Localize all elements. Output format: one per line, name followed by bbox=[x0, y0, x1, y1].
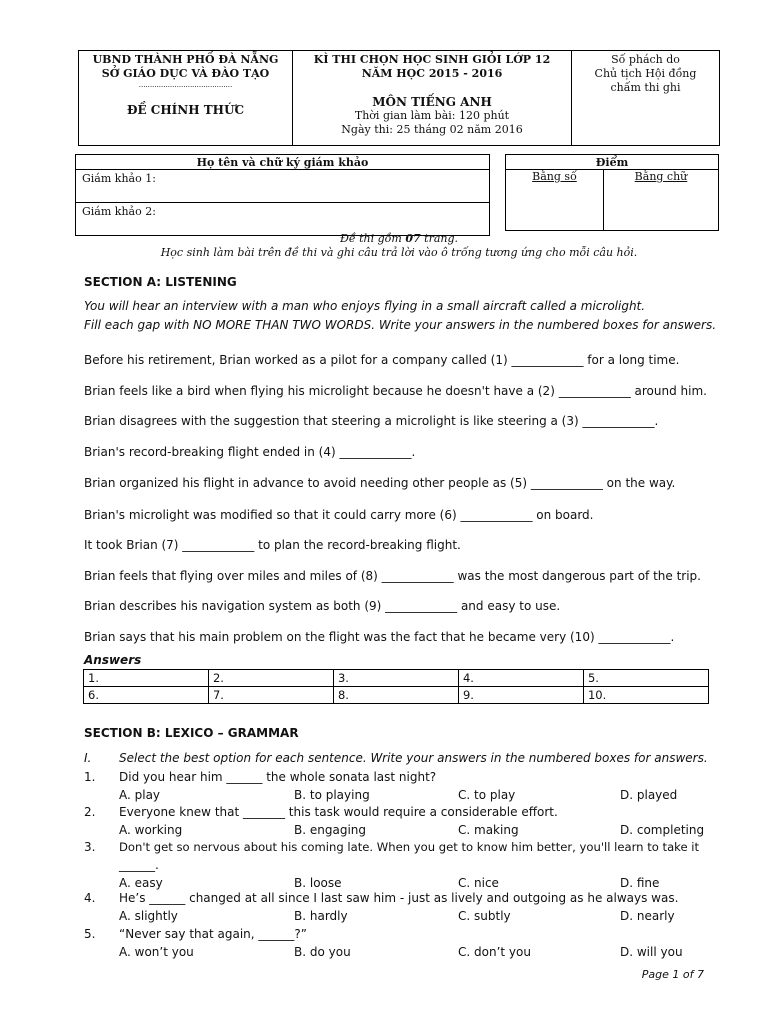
code-line2: Chủ tịch Hội đồng bbox=[594, 67, 697, 80]
score-number-field[interactable]: Bằng số bbox=[506, 170, 604, 231]
exam-year: NĂM HỌC 2015 - 2016 bbox=[361, 67, 503, 80]
answer-box-7[interactable]: 7. bbox=[208, 687, 333, 704]
authority-dots: .......................................... bbox=[138, 81, 233, 89]
score-table bbox=[505, 154, 719, 231]
listening-question-8: Brian feels that flying over miles and miles of (8) ____________ was the most dangerous part of the trip. bbox=[84, 569, 701, 583]
graders-table bbox=[75, 154, 490, 236]
option-a: A. easy bbox=[119, 876, 163, 890]
item-number: 3. bbox=[84, 840, 96, 854]
answer-box-6[interactable]: 6. bbox=[84, 687, 209, 704]
option-c: C. subtly bbox=[458, 909, 511, 923]
authority-line1: UBND THÀNH PHỐ ĐÀ NẴNG bbox=[92, 53, 279, 66]
listening-question-10: Brian says that his main problem on the flight was the fact that he became very (10) ____________. bbox=[84, 630, 675, 644]
option-a: A. won’t you bbox=[119, 945, 194, 959]
option-c: C. nice bbox=[458, 876, 499, 890]
listening-question-5: Brian organized his flight in advance to avoid needing other people as (5) ____________ on the way. bbox=[84, 476, 676, 490]
answer-box-8[interactable]: 8. bbox=[333, 687, 458, 704]
section-a-instruction-1: You will hear an interview with a man who enjoys flying in a small aircraft called a microlight. bbox=[84, 299, 646, 313]
grader1-field[interactable]: Giám khảo 1: bbox=[76, 170, 490, 203]
option-a: A. working bbox=[119, 823, 183, 837]
listening-question-7: It took Brian (7) ____________ to plan the record-breaking flight. bbox=[84, 538, 461, 552]
answer-box-4[interactable]: 4. bbox=[458, 670, 583, 687]
pages-count: 07 bbox=[405, 232, 421, 245]
exam-subject: MÔN TIẾNG ANH bbox=[372, 95, 492, 109]
answer-box-1[interactable]: 1. bbox=[84, 670, 209, 687]
section-b-title: SECTION B: LEXICO – GRAMMAR bbox=[84, 726, 299, 740]
official-label: ĐỀ CHÍNH THỨC bbox=[126, 103, 245, 117]
item-number: 2. bbox=[84, 805, 96, 819]
score-title: Điểm bbox=[506, 155, 719, 170]
item-stem: Everyone knew that _______ this task would require a considerable effort. bbox=[119, 805, 558, 819]
option-b: B. loose bbox=[294, 876, 342, 890]
listening-question-4: Brian's record-breaking flight ended in (4) ____________. bbox=[84, 445, 416, 459]
option-b: B. do you bbox=[294, 945, 351, 959]
answer-box-5[interactable]: 5. bbox=[583, 670, 708, 687]
listening-question-1: Before his retirement, Brian worked as a pilot for a company called (1) ____________ for a long time. bbox=[84, 353, 680, 367]
option-b: B. hardly bbox=[294, 909, 348, 923]
graders-title: Họ tên và chữ ký giám khảo bbox=[76, 155, 490, 170]
section-a-instruction-2: Fill each gap with NO MORE THAN TWO WORDS. Write your answers in the numbered boxes for answers. bbox=[84, 318, 717, 332]
item-stem: “Never say that again, ______?” bbox=[119, 927, 307, 941]
option-d: D. will you bbox=[620, 945, 683, 959]
option-a: A. play bbox=[119, 788, 161, 802]
option-d: D. fine bbox=[620, 876, 660, 890]
answer-box-9[interactable]: 9. bbox=[458, 687, 583, 704]
listening-question-9: Brian describes his navigation system as both (9) ____________ and easy to use. bbox=[84, 599, 561, 613]
header-exam-cell bbox=[293, 51, 572, 146]
listening-question-6: Brian's microlight was modified so that it could carry more (6) ____________ on board. bbox=[84, 508, 594, 522]
instruction-note: Học sinh làm bài trên đề thi và ghi câu trả lời vào ô trống tương ứng cho mỗi câu hỏi. bbox=[160, 246, 638, 259]
listening-question-2: Brian feels like a bird when flying his microlight because he doesn't have a (2) ____________ around him. bbox=[84, 384, 707, 398]
option-b: B. engaging bbox=[294, 823, 366, 837]
grader2-field[interactable]: Giám khảo 2: bbox=[76, 203, 490, 236]
answer-box-3[interactable]: 3. bbox=[333, 670, 458, 687]
code-line1: Số phách do bbox=[611, 53, 680, 66]
listening-question-3: Brian disagrees with the suggestion that steering a microlight is like steering a (3) ____________. bbox=[84, 414, 659, 428]
exam-time: Thời gian làm bài: 120 phút bbox=[354, 109, 510, 122]
answers-table bbox=[83, 669, 709, 704]
option-c: C. don’t you bbox=[458, 945, 531, 959]
answers-label: Answers bbox=[84, 653, 142, 667]
pages-note: Đề thi gồm 07 trang. bbox=[339, 232, 459, 245]
header-code-cell bbox=[572, 51, 720, 146]
code-line3: chấm thi ghi bbox=[610, 81, 681, 94]
item-stem-continued: ______. bbox=[119, 858, 159, 872]
item-number: 5. bbox=[84, 927, 96, 941]
option-d: D. completing bbox=[620, 823, 705, 837]
option-d: D. played bbox=[620, 788, 678, 802]
exam-title: KÌ THI CHỌN HỌC SINH GIỎI LỚP 12 bbox=[313, 53, 551, 66]
option-c: C. to play bbox=[458, 788, 516, 802]
exam-header-table bbox=[78, 50, 720, 146]
item-stem: Did you hear him ______ the whole sonata last night? bbox=[119, 770, 437, 784]
item-stem: He’s ______ changed at all since I last saw him - just as lively and outgoing as he always was. bbox=[119, 891, 679, 905]
option-c: C. making bbox=[458, 823, 519, 837]
section-a-title: SECTION A: LISTENING bbox=[84, 275, 237, 289]
item-number: 1. bbox=[84, 770, 96, 784]
answer-box-10[interactable]: 10. bbox=[583, 687, 708, 704]
exam-date: Ngày thi: 25 tháng 02 năm 2016 bbox=[341, 123, 523, 136]
authority-line2: SỞ GIÁO DỤC VÀ ĐÀO TẠO bbox=[101, 67, 270, 80]
score-words-field[interactable]: Bằng chữ bbox=[603, 170, 718, 231]
option-d: D. nearly bbox=[620, 909, 675, 923]
option-a: A. slightly bbox=[119, 909, 178, 923]
part-instruction: Select the best option for each sentence. Write your answers in the numbered boxes for answers. bbox=[119, 751, 708, 765]
item-number: 4. bbox=[84, 891, 96, 905]
item-stem: Don't get so nervous about his coming late. When you get to know him better, you'll learn to take it bbox=[119, 840, 700, 854]
answer-box-2[interactable]: 2. bbox=[208, 670, 333, 687]
part-number: I. bbox=[84, 751, 92, 765]
option-b: B. to playing bbox=[294, 788, 370, 802]
page-number: Page 1 of 7 bbox=[641, 968, 704, 981]
header-authority-cell bbox=[79, 51, 293, 146]
